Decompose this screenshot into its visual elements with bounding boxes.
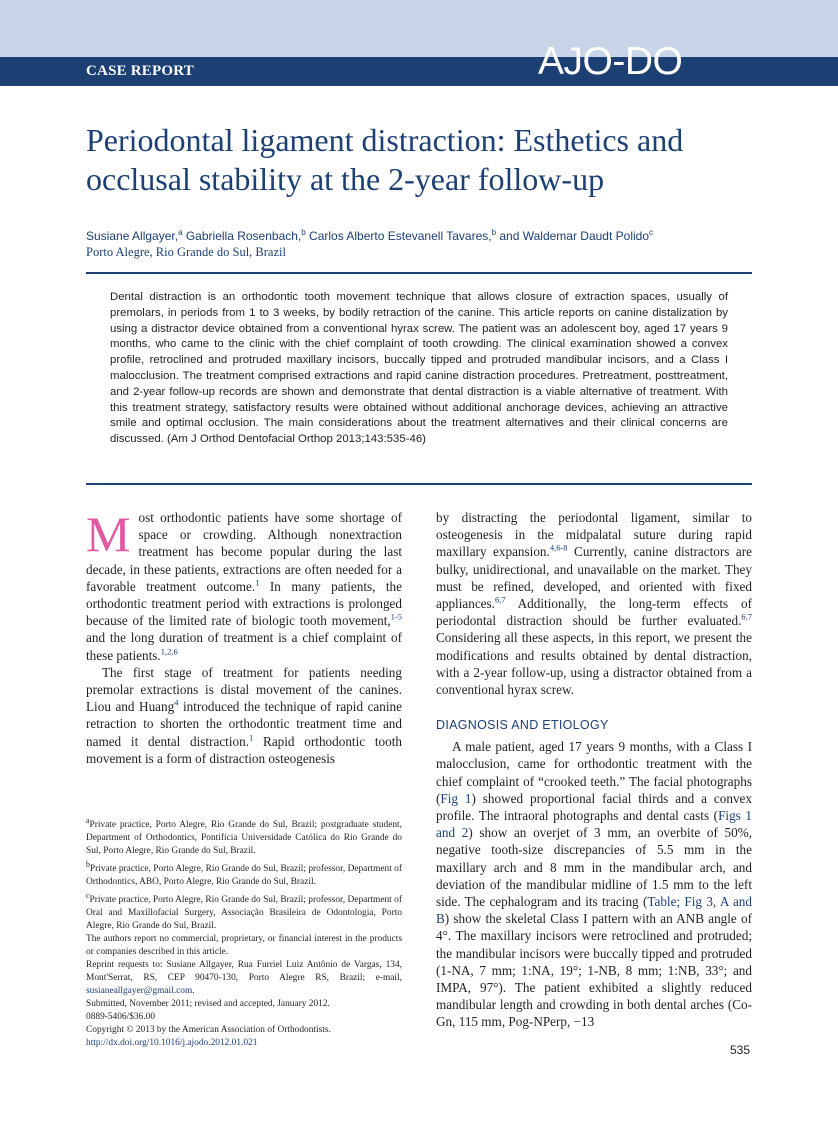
reference-citation[interactable]: 1 — [249, 732, 254, 743]
page-number: 535 — [730, 1043, 751, 1057]
abstract: Dental distraction is an orthodontic tooth movement technique that allows closure of extraction spaces, usually of premolars, in periods from 1 to 3 weeks, by bodily retraction of the canine. This article reports on canine distalization by using a distractor device obtained from a conventional hyrax screw. The patient was an adolescent boy, aged 17 years 9 months, who came to the clinic with the chief complaint of tooth crowding. The clinical examination showed a convex profile, retroclined and protruded maxillary incisors, buccally tipped and protruded mandibular incisors, and a Class I malocclusion. The treatment comprised extractions and rapid canine distraction procedures. Pretreatment, posttreatment, and 2-year follow-up records are shown and demonstrate that dental distraction is a viable alternative of treatment. With this treatment strategy, satisfactory results were obtained without additional anchorage devices, achieving an attractive smile and optimal occlusion. The main considerations about the treatment alternatives and their clinical concerns are discussed. (Am J Orthod Dentofacial Orthop 2013;143:535-46) — [110, 291, 728, 446]
reference-citation[interactable]: 1 — [255, 577, 260, 588]
author-name: Carlos Alberto Estevanell Tavares, — [305, 229, 492, 243]
reference-citation[interactable]: 4,6-8 — [549, 543, 568, 554]
body-paragraph-3: by distracting the periodontal ligament, similar to osteogenesis in the midpalatal suture during rapid maxillary expansion.$^{4,6-8}$ Currently, canine distractors are bulky, unidirectional, and unavailable on the market. They must be refined, developed, and oriented with fixed appliances.$^{6,7}$ Additionally, the long-term effects of periodontal distraction should be further evaluated.$^{6,7}$ Considering all these aspects, in this report, we present the modifications and results obtained by dental distraction, with a 2-year follow-up, using a distractor obtained from a conventional hyrax screw. — [436, 510, 752, 698]
section-label: CASE REPORT — [86, 63, 194, 79]
author-name: Susiane Allgayer, — [86, 229, 179, 243]
left-column — [86, 506, 402, 767]
footnote: 0889-5406/$36.00 — [86, 1012, 156, 1023]
author-affiliation-mark: c — [649, 228, 654, 237]
author-name: Gabriella Rosenbach, — [182, 229, 302, 243]
figure-link[interactable]: Figs 1 and 2 — [436, 808, 752, 841]
author-affiliation-mark: b — [301, 228, 306, 237]
body-paragraph-4: A male patient, aged 17 years 9 months, with a Class I malocclusion, came for orthodontic treatment with the chief complaint of “crooked teeth.” The facial photographs (Fig 1) showed proportional facial thirds and a convex profile. The intraoral photographs and dental casts (Figs 1 and 2) show an overjet of 3 mm, an overbite of 50%, negative tooth-size discrepancies of 5.5 mm in the maxillary arch and 8 mm in the mandibular arch, and deviation of the mandibular midline of 1.5 mm to the left side. The cephalogram and its tracing (Table; Fig 3, A and B) show the skeletal Class I pattern with an ANB angle of 4°. The maxillary incisors were retroclined and protruded; the mandibular incisors were buccally tipped and protruded (1-NA, 7 mm; 1:NA, 19°; 1-NB, 8 mm; 1:NB, 33°; and IMPA, 97°). The patient exhibited a slightly reduced mandibular length and crowding in both dental arches (Co-Gn, 115 mm, Pog-NPerp, −13 — [436, 739, 752, 1030]
right-column — [436, 509, 752, 1031]
header-top-band — [0, 0, 838, 57]
footnote-mark: a — [86, 816, 90, 825]
footnote-link[interactable]: http://dx.doi.org/10.1016/j.ajodo.2012.01.021 — [86, 1038, 258, 1049]
figure-link[interactable]: Table; Fig 3, A and B — [436, 894, 752, 927]
footnote — [86, 1037, 402, 1050]
reference-citation[interactable]: 4 — [174, 697, 179, 708]
footnote: $^b$Private practice, Porto Alegre, Rio Grande do Sul, Brazil; professor, Department of Orthodontics, ABO, Porto Alegre, Rio Grande do Sul, Brazil. — [86, 860, 402, 888]
footnote-link[interactable]: susianeallgayer@gmail.com — [86, 986, 193, 997]
affiliation: Porto Alegre, Rio Grande do Sul, Brazil — [86, 245, 286, 259]
footnote: Reprint requests to: Susiane Allgayer, Rua Furriel Luiz Antônio de Vargas, 134, Mont'Serrat, RS, CEP 90470-130, Porto Alegre RS, Brazil; e-mail, susianeallgayer@gmail.com. — [86, 960, 402, 997]
journal-logo: AJO-DO — [538, 40, 683, 83]
author-name: and Waldemar Daudt Polido — [496, 229, 650, 243]
reference-citation[interactable]: 1-5 — [390, 611, 402, 622]
footnote: $^c$Private practice, Porto Alegre, Rio Grande do Sul, Brazil; professor, Department of Oral and Maxillofacial Surgery, Associação Brasileira de Odontologia, Porto Alegre, Rio Grande do Sul, Brazil. — [86, 891, 402, 932]
footnote: Copyright © 2013 by the American Association of Orthodontists. — [86, 1025, 331, 1036]
drop-cap: M — [86, 506, 131, 562]
author-list — [86, 228, 766, 243]
bottom-divider — [86, 483, 752, 485]
reference-citation[interactable]: 6,7 — [741, 611, 752, 622]
footnote: Submitted, November 2011; revised and accepted, January 2012. — [86, 999, 330, 1010]
footnotes — [86, 814, 402, 1050]
top-divider — [86, 272, 752, 274]
author-affiliation-mark: b — [491, 228, 497, 237]
reference-citation[interactable]: 1,2,6 — [160, 646, 178, 657]
footnote-mark: c — [86, 891, 90, 901]
footnote: $^a$Private practice, Porto Alegre, Rio Grande do Sul, Brazil; postgraduate student, Department of Orthodontics, Pontifícia Universidade Católica do Rio Grande do Sul, Porto Alegre, Rio Grande do Sul, Brazil. — [86, 816, 402, 857]
author-affiliation-mark: a — [178, 228, 183, 237]
footnote-mark: b — [86, 860, 90, 870]
body-paragraph-2: The first stage of treatment for patients needing premolar extractions is distal movement of the canines. Liou and Huang$^4$ introduced the technique of rapid canine retraction to shorten the orthodontic treatment time and named it dental distraction.$^1$ Rapid orthodontic tooth movement is a form of distraction osteogenesis — [86, 664, 402, 766]
section-heading: DIAGNOSIS AND ETIOLOGY — [436, 718, 609, 733]
reference-citation[interactable]: 6,7 — [494, 594, 506, 605]
figure-link[interactable]: Fig 1 — [440, 790, 472, 806]
body-paragraph-1: Most orthodontic patients have some shortage of space or crowding. Although nonextraction treatment has become popular during the last decade, in these patients, extractions are often needed for a favorable treatment outcome.$^1$ In many patients, the orthodontic treatment period with extractions is prolonged because of the limited rate of biologic tooth movement,$^{1-5}$ and the long duration of treatment is a chief complaint of these patients.$^{1,2,6}$ — [86, 506, 402, 663]
article-title: Periodontal ligament distraction: Esthetics and occlusal stability at the 2-year follow-up — [86, 122, 684, 197]
footnote: The authors report no commercial, proprietary, or financial interest in the products or companies described in this article. — [86, 934, 402, 958]
